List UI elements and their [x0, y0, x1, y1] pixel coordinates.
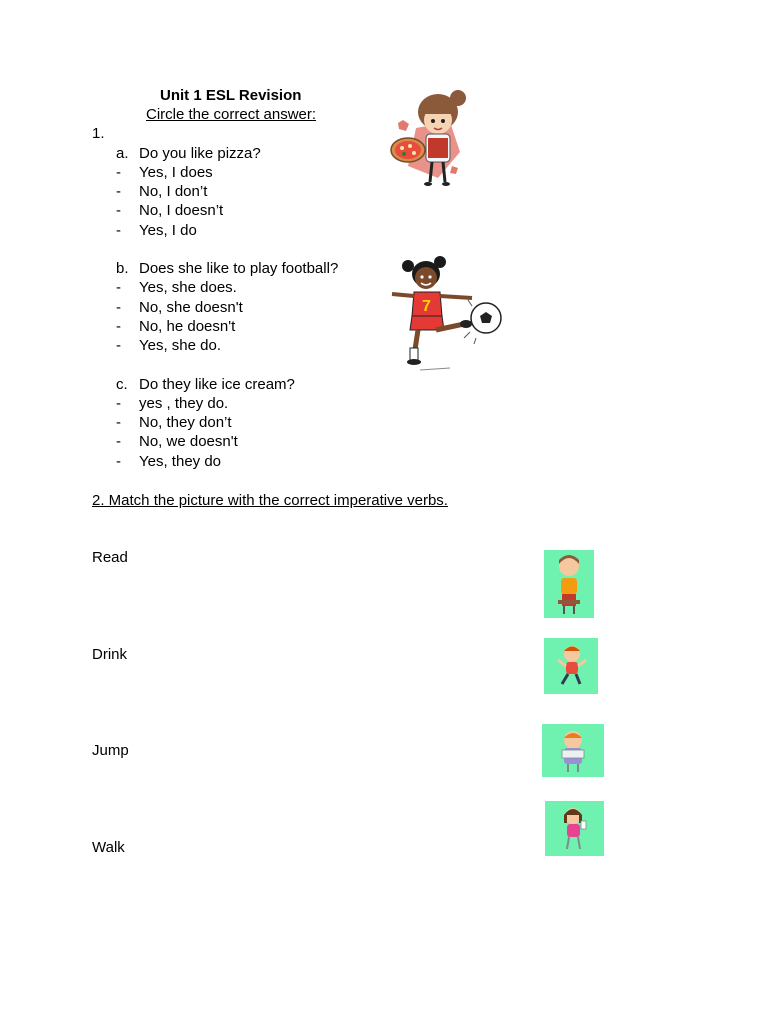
- page-title: Unit 1 ESL Revision: [160, 87, 302, 104]
- svg-text:7: 7: [422, 298, 431, 315]
- instruction-circle: Circle the correct answer:: [146, 106, 317, 123]
- verb-jump[interactable]: Jump: [92, 742, 129, 759]
- answer-option[interactable]: No, I don’t: [139, 183, 208, 200]
- answer-option[interactable]: yes , they do.: [139, 395, 229, 412]
- answer-option[interactable]: No, I doesn’t: [139, 202, 224, 219]
- verb-read[interactable]: Read: [92, 549, 128, 566]
- boy-sitting-icon[interactable]: [544, 550, 594, 618]
- dash-bullet: -: [116, 183, 121, 200]
- dash-bullet: -: [116, 164, 121, 181]
- answer-option[interactable]: Yes, I does: [139, 164, 213, 181]
- boy-reading-icon[interactable]: [542, 724, 604, 777]
- question-letter: c.: [116, 376, 128, 393]
- answer-option[interactable]: No, she doesn't: [139, 299, 243, 316]
- dash-bullet: -: [116, 299, 121, 316]
- question-text: Does she like to play football?: [139, 260, 339, 277]
- dash-bullet: -: [116, 318, 121, 335]
- dash-bullet: -: [116, 414, 121, 431]
- dash-bullet: -: [116, 222, 121, 239]
- verb-walk[interactable]: Walk: [92, 839, 125, 856]
- dash-bullet: -: [116, 202, 121, 219]
- answer-option[interactable]: Yes, they do: [139, 453, 222, 470]
- question-letter: a.: [116, 145, 129, 162]
- section-2-heading: 2. Match the picture with the correct imperative verbs.: [92, 492, 448, 509]
- question-number-1: 1.: [92, 125, 105, 142]
- girl-kicking-football-illustration: [384, 254, 506, 374]
- dash-bullet: -: [116, 433, 121, 450]
- question-letter: b.: [116, 260, 129, 277]
- dash-bullet: -: [116, 279, 121, 296]
- girl-holding-pizza-illustration: [388, 86, 468, 188]
- answer-option[interactable]: Yes, she do.: [139, 337, 222, 354]
- answer-option[interactable]: No, we doesn't: [139, 433, 238, 450]
- dash-bullet: -: [116, 337, 121, 354]
- answer-option[interactable]: Yes, I do: [139, 222, 197, 239]
- dash-bullet: -: [116, 453, 121, 470]
- question-text: Do they like ice cream?: [139, 376, 295, 393]
- verb-drink[interactable]: Drink: [92, 646, 128, 663]
- question-text: Do you like pizza?: [139, 145, 261, 162]
- dash-bullet: -: [116, 395, 121, 412]
- answer-option[interactable]: No, they don’t: [139, 414, 232, 431]
- answer-option[interactable]: Yes, she does.: [139, 279, 237, 296]
- answer-option[interactable]: No, he doesn't: [139, 318, 236, 335]
- boy-jumping-icon[interactable]: [544, 638, 598, 694]
- girl-drinking-icon[interactable]: [545, 801, 604, 856]
